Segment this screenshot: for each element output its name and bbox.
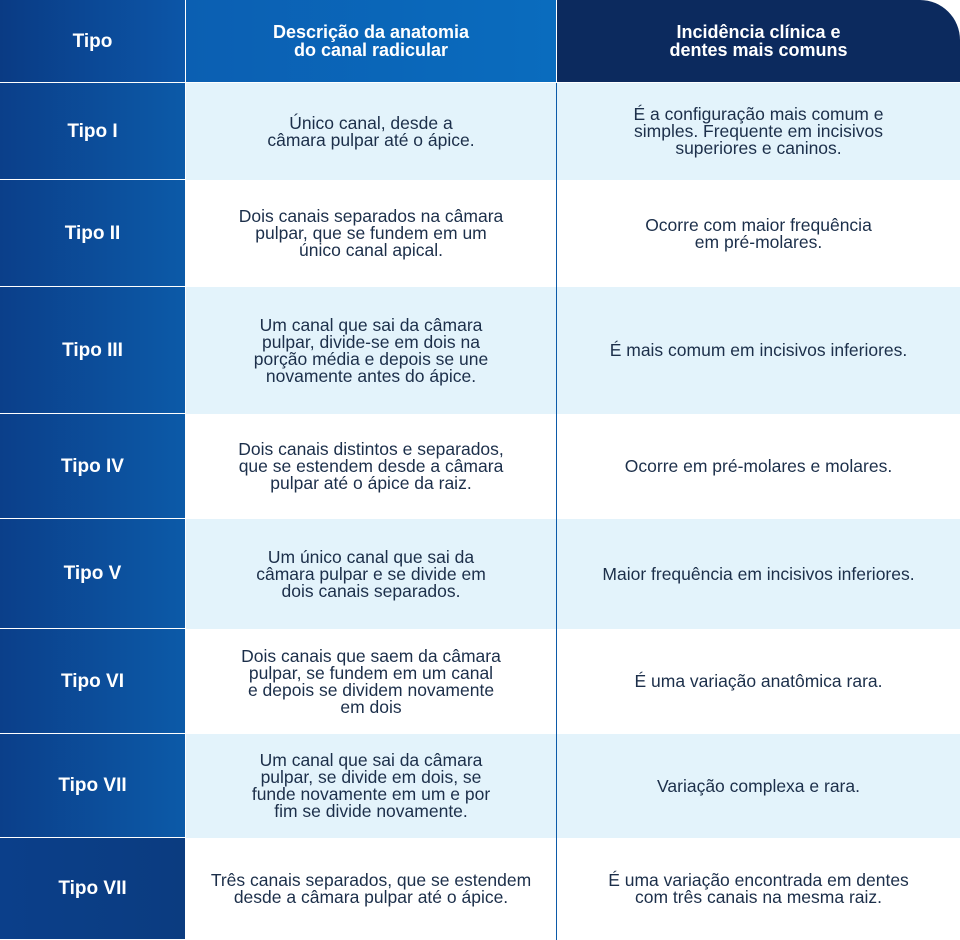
type-label: Tipo III	[62, 339, 123, 361]
description-line: câmara pulpar até o ápice.	[267, 129, 475, 150]
description-line: Único canal, desde a	[289, 112, 453, 133]
description-line: Dois canais separados na câmara	[238, 206, 504, 226]
description-line: Três canais separados, que se estendem	[210, 870, 532, 890]
description-line: e depois se dividem novamente	[247, 679, 495, 700]
description-line: Um único canal que sai da	[267, 546, 475, 567]
row-incidence	[557, 180, 960, 287]
incidence-line: É a configuração mais comum e	[633, 104, 884, 124]
description-line: novamente antes do ápice.	[265, 365, 477, 386]
row-type-tipo-iv	[0, 414, 186, 519]
description-line: que se estendem desde a câmara	[238, 456, 504, 476]
incidence-line: Maior frequência em incisivos inferiores.	[602, 563, 915, 584]
description-line: único canal apical.	[299, 240, 443, 260]
description-line: Dois canais que saem da câmara	[241, 645, 501, 666]
row-description	[186, 629, 557, 734]
row-incidence	[557, 629, 960, 734]
row-description	[186, 734, 557, 838]
incidence-line: É mais comum em incisivos inferiores.	[609, 340, 908, 360]
header-description-line: Descrição da anatomia	[272, 22, 470, 42]
row-type-tipo-v	[0, 519, 186, 629]
type-label: Tipo VI	[61, 670, 124, 692]
row-type-tipo-vi	[0, 629, 186, 734]
header-type	[0, 0, 186, 83]
description-line: Dois canais distintos e separados,	[238, 439, 504, 459]
header-incidence-line: dentes mais comuns	[669, 40, 848, 60]
row-incidence	[557, 519, 960, 629]
row-description	[186, 287, 557, 414]
row-type-tipo-ii	[0, 180, 186, 287]
incidence-line: É uma variação encontrada em dentes	[608, 870, 909, 890]
row-incidence	[557, 83, 960, 180]
description-line: câmara pulpar e se divide em	[256, 563, 486, 584]
row-incidence	[557, 287, 960, 414]
row-type-tipo-vii-second	[0, 838, 186, 940]
header-incidence	[557, 0, 960, 83]
type-label: Tipo VII	[58, 878, 127, 899]
row-type-tipo-iii	[0, 287, 186, 414]
row-description	[186, 83, 557, 180]
row-type-tipo-i	[0, 83, 186, 180]
incidence-line: com três canais na mesma raiz.	[634, 887, 883, 907]
description-line: porção média e depois se une	[253, 348, 489, 369]
description-line: funde novamente em um e por	[251, 784, 491, 804]
type-label: Tipo II	[64, 222, 121, 244]
row-incidence	[557, 838, 960, 940]
row-description	[186, 180, 557, 287]
row-description	[186, 519, 557, 629]
incidence-line: simples. Frequente em incisivos	[634, 121, 883, 141]
incidence-line: em pré-molares.	[694, 231, 823, 252]
description-line: pulpar, se fundem em um canal	[248, 662, 494, 683]
header-incidence-line: Incidência clínica e	[676, 22, 841, 42]
description-line: em dois	[340, 696, 402, 717]
description-line: pulpar, se divide em dois, se	[260, 767, 482, 787]
description-line: dois canais separados.	[281, 580, 461, 601]
header-description	[186, 0, 557, 83]
row-description	[186, 414, 557, 519]
row-incidence	[557, 414, 960, 519]
header-description-line: do canal radicular	[293, 40, 449, 60]
incidence-line: superiores e caninos.	[675, 138, 842, 158]
row-description	[186, 838, 557, 940]
type-label: Tipo IV	[61, 455, 124, 477]
incidence-line: É uma variação anatômica rara.	[634, 671, 883, 691]
description-line: pulpar, divide-se em dois na	[262, 331, 480, 352]
header-type-label: Tipo	[72, 30, 113, 52]
description-line: pulpar até o ápice da raiz.	[270, 473, 472, 493]
row-type-tipo-vii	[0, 734, 186, 838]
incidence-line: Ocorre em pré-molares e molares.	[624, 456, 893, 476]
description-line: desde a câmara pulpar até o ápice.	[233, 887, 509, 907]
row-incidence	[557, 734, 960, 838]
description-line: Um canal que sai da câmara	[259, 314, 483, 335]
type-label: Tipo I	[67, 120, 118, 142]
incidence-line: Variação complexa e rara.	[657, 775, 860, 796]
type-label: Tipo VII	[58, 775, 127, 796]
description-line: pulpar, que se fundem em um	[255, 223, 487, 243]
incidence-line: Ocorre com maior frequência	[645, 214, 872, 235]
description-line: fim se divide novamente.	[274, 801, 468, 821]
type-label: Tipo V	[63, 563, 122, 584]
description-line: Um canal que sai da câmara	[259, 750, 483, 770]
